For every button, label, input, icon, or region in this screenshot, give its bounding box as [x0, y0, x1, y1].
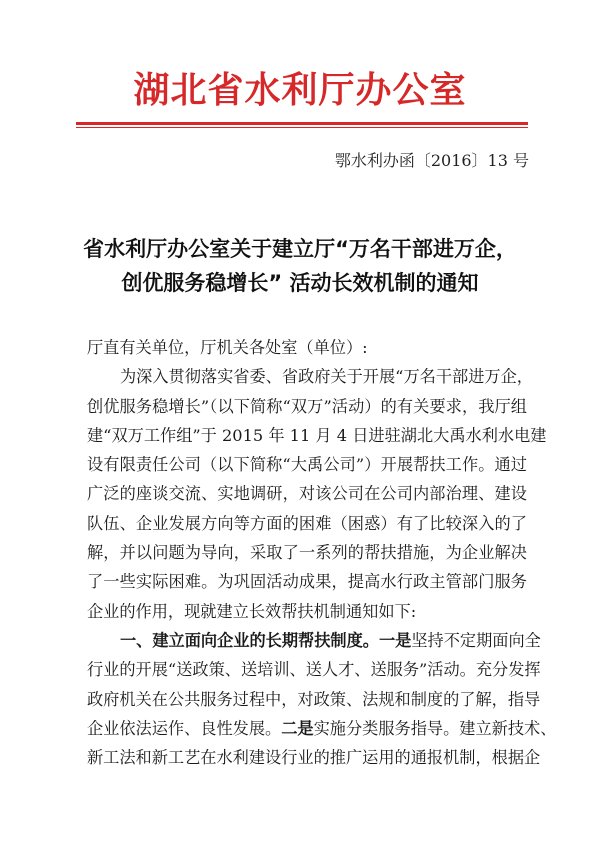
salutation: 厅直有关单位，厅机关各处室（单位）: — [87, 338, 368, 357]
section-1-line-1-text: 坚持不定期面向全 — [411, 630, 541, 650]
document-title-line-2: 创优服务稳增长” 活动长效机制的通知 — [121, 271, 479, 295]
document-body — [87, 333, 557, 772]
section-1-heading: 一、建立面向企业的长期帮扶制度。 — [120, 630, 379, 650]
letterhead-red-rule-thick — [76, 122, 528, 125]
paragraph-line: 为深入贯彻落实省委、省政府关于开展“万名干部进万企， — [120, 367, 533, 387]
paragraph-line: 行业的开展“送政策、送培训、送人才、送服务”活动。充分发挥 — [87, 660, 541, 680]
paragraph-line: 政府机关在公共服务过程中，对政策、法规和制度的了解，指导 — [87, 689, 541, 709]
section-1-line-4 — [87, 714, 557, 743]
point-marker-two: 二是 — [281, 718, 314, 738]
letterhead-red-rule-thin — [76, 127, 528, 128]
point-marker-one: 一是 — [379, 630, 412, 650]
document-title-line-1: 省水利厅办公室关于建立厅“万名干部进万企， — [83, 237, 517, 261]
paragraph-line: 建“双万工作组”于 2015 年 11 月 4 日进驻湖北大禹水利水电建 — [87, 425, 547, 445]
paragraph-line: 广泛的座谈交流、实地调研，对该公司在公司内部治理、建设 — [87, 484, 527, 504]
document-number: 鄂水利办函〔2016〕13 号 — [334, 151, 529, 170]
section-1-first-line — [87, 626, 541, 655]
section-1-line-4-post: 实施分类服务指导。建立新技术、 — [313, 718, 557, 738]
paragraph-line: 设有限责任公司（以下简称“大禹公司”）开展帮扶工作。通过 — [87, 455, 527, 475]
paragraph-line: 创优服务稳增长”（以下简称“双万”活动）的有关要求，我厅组 — [87, 396, 527, 416]
paragraph-line: 了一些实际困难。为巩固活动成果，提高水行政主管部门服务 — [87, 572, 527, 592]
document-title — [0, 232, 600, 300]
paragraph-line: 新工法和新工艺在水利建设行业的推广运用的通报机制，根据企 — [87, 748, 541, 768]
paragraph-line: 企业的作用，现就建立长效帮扶机制通知如下: — [87, 601, 417, 621]
paragraph-line: 队伍、企业发展方向等方面的困难（困惑）有了比较深入的了 — [87, 513, 527, 533]
paragraph-line: 解，并以问题为导向，采取了一系列的帮扶措施，为企业解决 — [87, 543, 527, 563]
section-1-line-4-pre: 企业依法运作、良性发展。 — [87, 718, 282, 738]
letterhead-org-name: 湖北省水利厅办公室 — [133, 70, 467, 111]
